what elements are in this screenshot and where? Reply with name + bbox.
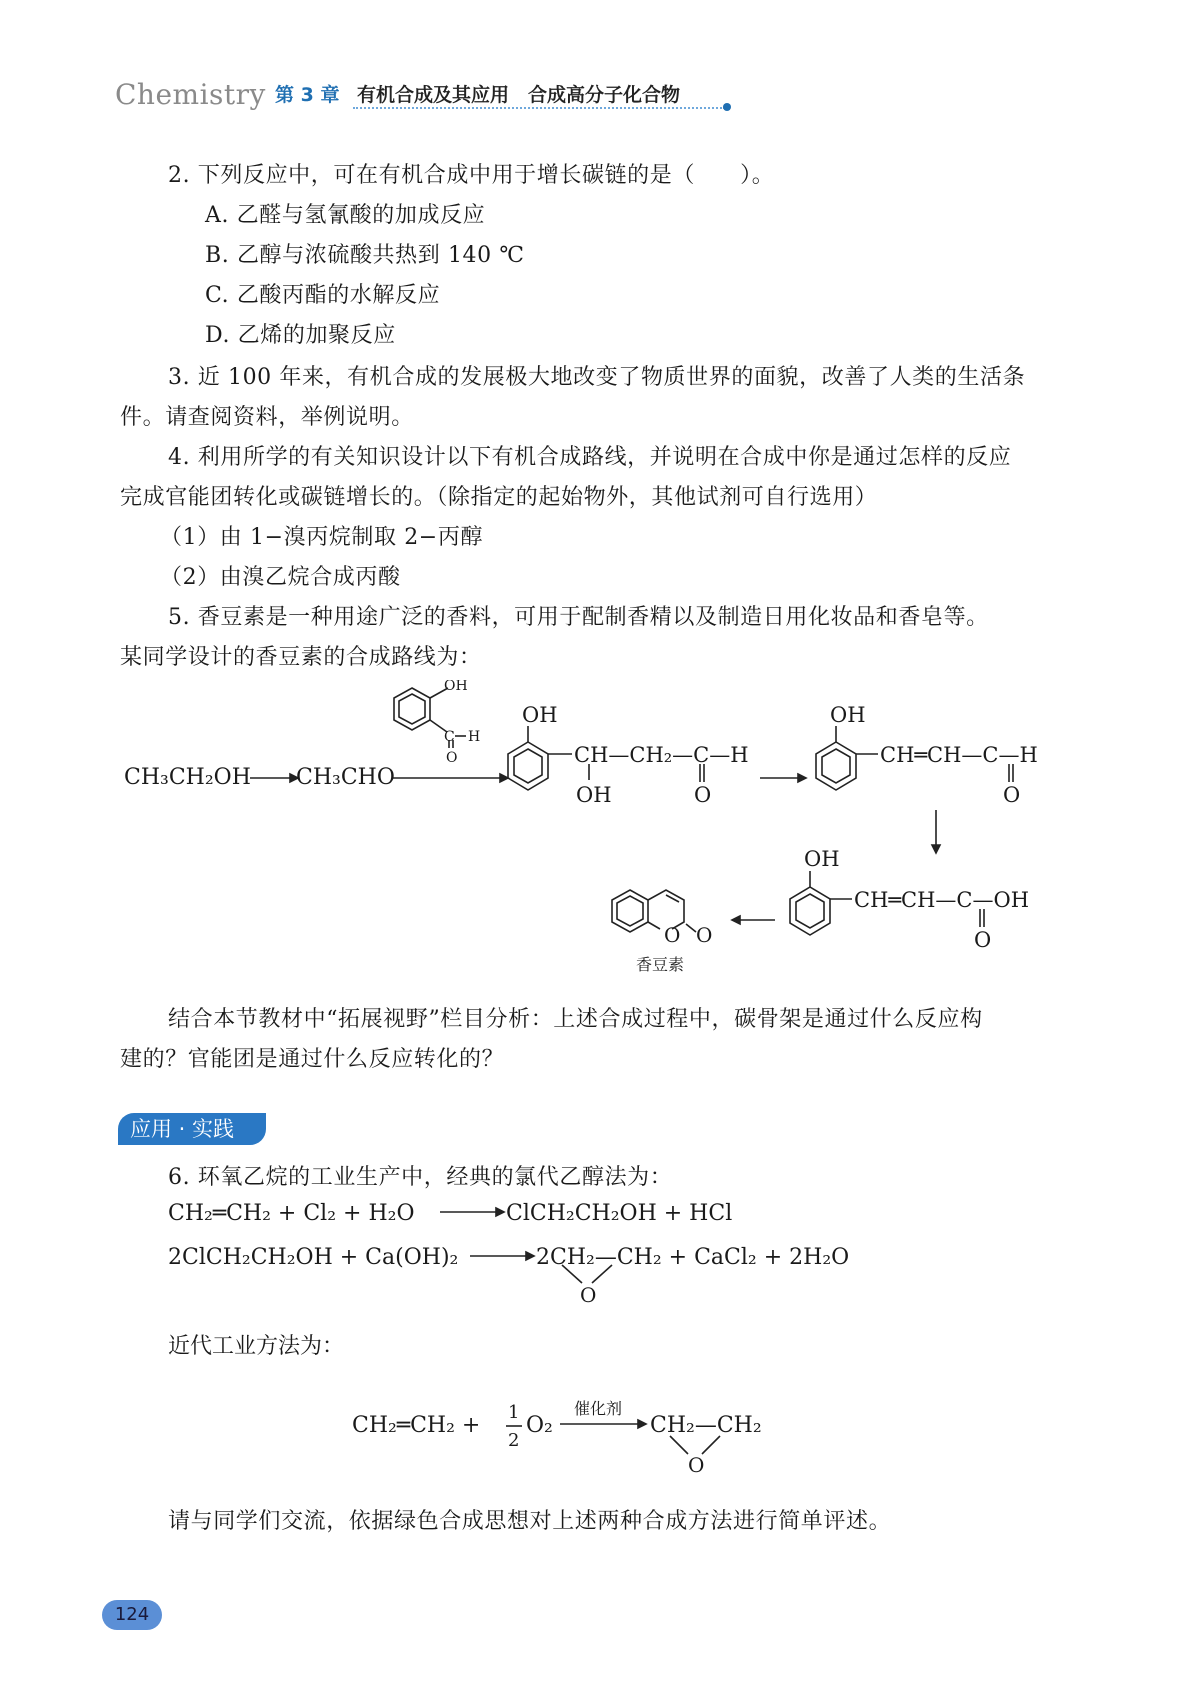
question-5-line2: 某同学设计的香豆素的合成路线为： (120, 645, 482, 670)
section-badge: 应用 · 实践 (118, 1113, 266, 1145)
int2-chain: CH═CH—C—H (880, 743, 1038, 767)
int3-o: O (974, 928, 992, 952)
question-3-line2: 件。请查阅资料，举例说明。 (120, 405, 414, 430)
page-number: 124 (102, 1600, 162, 1630)
coumarin-keto-o: O (696, 923, 713, 947)
eq1-left: CH₂═CH₂ + Cl₂ + H₂O (168, 1201, 415, 1226)
int3-oh-top: OH (804, 847, 840, 871)
eq3-catalyst: 催化剂 (574, 1399, 623, 1418)
chapter-title: 有机合成及其应用 合成高分子化合物 (357, 84, 681, 106)
question-4-line2: 完成官能团转化或碳链增长的。（除指定的起始物外，其他试剂可自行选用） (120, 485, 878, 510)
coumarin-ring-o: O (664, 923, 681, 947)
question-5-follow2: 建的？官能团是通过什么反应转化的？ (120, 1047, 505, 1072)
eq2-left: 2ClCH₂CH₂OH + Ca(OH)₂ (168, 1245, 459, 1270)
closing-prompt: 请与同学们交流，依据绿色合成思想对上述两种合成方法进行简单评述。 (168, 1509, 892, 1534)
eq3-o2: O₂ (526, 1413, 553, 1438)
eq3-frac-den: 2 (508, 1430, 520, 1451)
product-name: 香豆素 (636, 955, 685, 974)
question-4-sub1: （1）由 1−溴丙烷制取 2−丙醇 (160, 525, 484, 550)
int1-oh-top: OH (522, 703, 558, 727)
modern-intro: 近代工业方法为： (168, 1334, 345, 1359)
q2-option-c: C. 乙酸丙酯的水解反应 (205, 283, 441, 308)
reagent-c: C (444, 729, 455, 745)
question-4-line1: 4. 利用所学的有关知识设计以下有机合成路线，并说明在合成中你是通过怎样的反应 (168, 445, 1012, 470)
q6-equations (0, 1190, 1190, 1600)
reagent-o: O (446, 750, 458, 766)
header-dotted-rule (353, 107, 725, 109)
header-end-dot (723, 103, 731, 111)
running-header (115, 78, 725, 118)
q2-option-b: B. 乙醇与浓硫酸共热到 140 ℃ (205, 243, 525, 268)
eq3-right: CH₂—CH₂ (650, 1413, 762, 1438)
eq3-left: CH₂═CH₂ + (352, 1413, 481, 1438)
int3-chain: CH═CH—C—OH (854, 888, 1030, 912)
eq3-o: O (688, 1453, 705, 1477)
chapter-label: 第 3 章 (275, 84, 340, 106)
question-2: 2. 下列反应中，可在有机合成中用于增长碳链的是（ ）。 (168, 163, 775, 188)
scheme-start: CH₃CH₂OH (124, 765, 251, 790)
eq1-right: ClCH₂CH₂OH + HCl (506, 1201, 733, 1226)
int1-o: O (694, 783, 712, 807)
q2-option-a: A. 乙醛与氢氰酸的加成反应 (205, 203, 486, 228)
eq2-right: 2CH₂—CH₂ + CaCl₂ + 2H₂O (536, 1245, 850, 1270)
eq2-o: O (580, 1283, 597, 1307)
question-3-line1: 3. 近 100 年来，有机合成的发展极大地改变了物质世界的面貌，改善了人类的生活条 (168, 365, 1026, 390)
reagent-oh: OH (444, 680, 468, 694)
synthesis-scheme (0, 680, 1190, 990)
int1-oh-bottom: OH (576, 783, 612, 807)
eq3-frac-num: 1 (508, 1402, 520, 1423)
question-6-intro: 6. 环氧乙烷的工业生产中，经典的氯代乙醇法为： (168, 1165, 673, 1190)
question-4-sub2: （2）由溴乙烷合成丙酸 (160, 565, 401, 590)
int1-chain: CH—CH₂—C—H (574, 743, 749, 767)
brand-title: Chemistry (115, 78, 266, 111)
int2-o: O (1003, 783, 1021, 807)
int2-oh-top: OH (830, 703, 866, 727)
question-5-follow1: 结合本节教材中“拓展视野”栏目分析：上述合成过程中，碳骨架是通过什么反应构 (168, 1007, 983, 1032)
reagent-h: H (468, 729, 481, 745)
scheme-step1: CH₃CHO (296, 765, 395, 790)
question-5-line1: 5. 香豆素是一种用途广泛的香料，可用于配制香精以及制造日用化妆品和香皂等。 (168, 605, 989, 630)
q2-option-d: D. 乙烯的加聚反应 (205, 323, 396, 348)
